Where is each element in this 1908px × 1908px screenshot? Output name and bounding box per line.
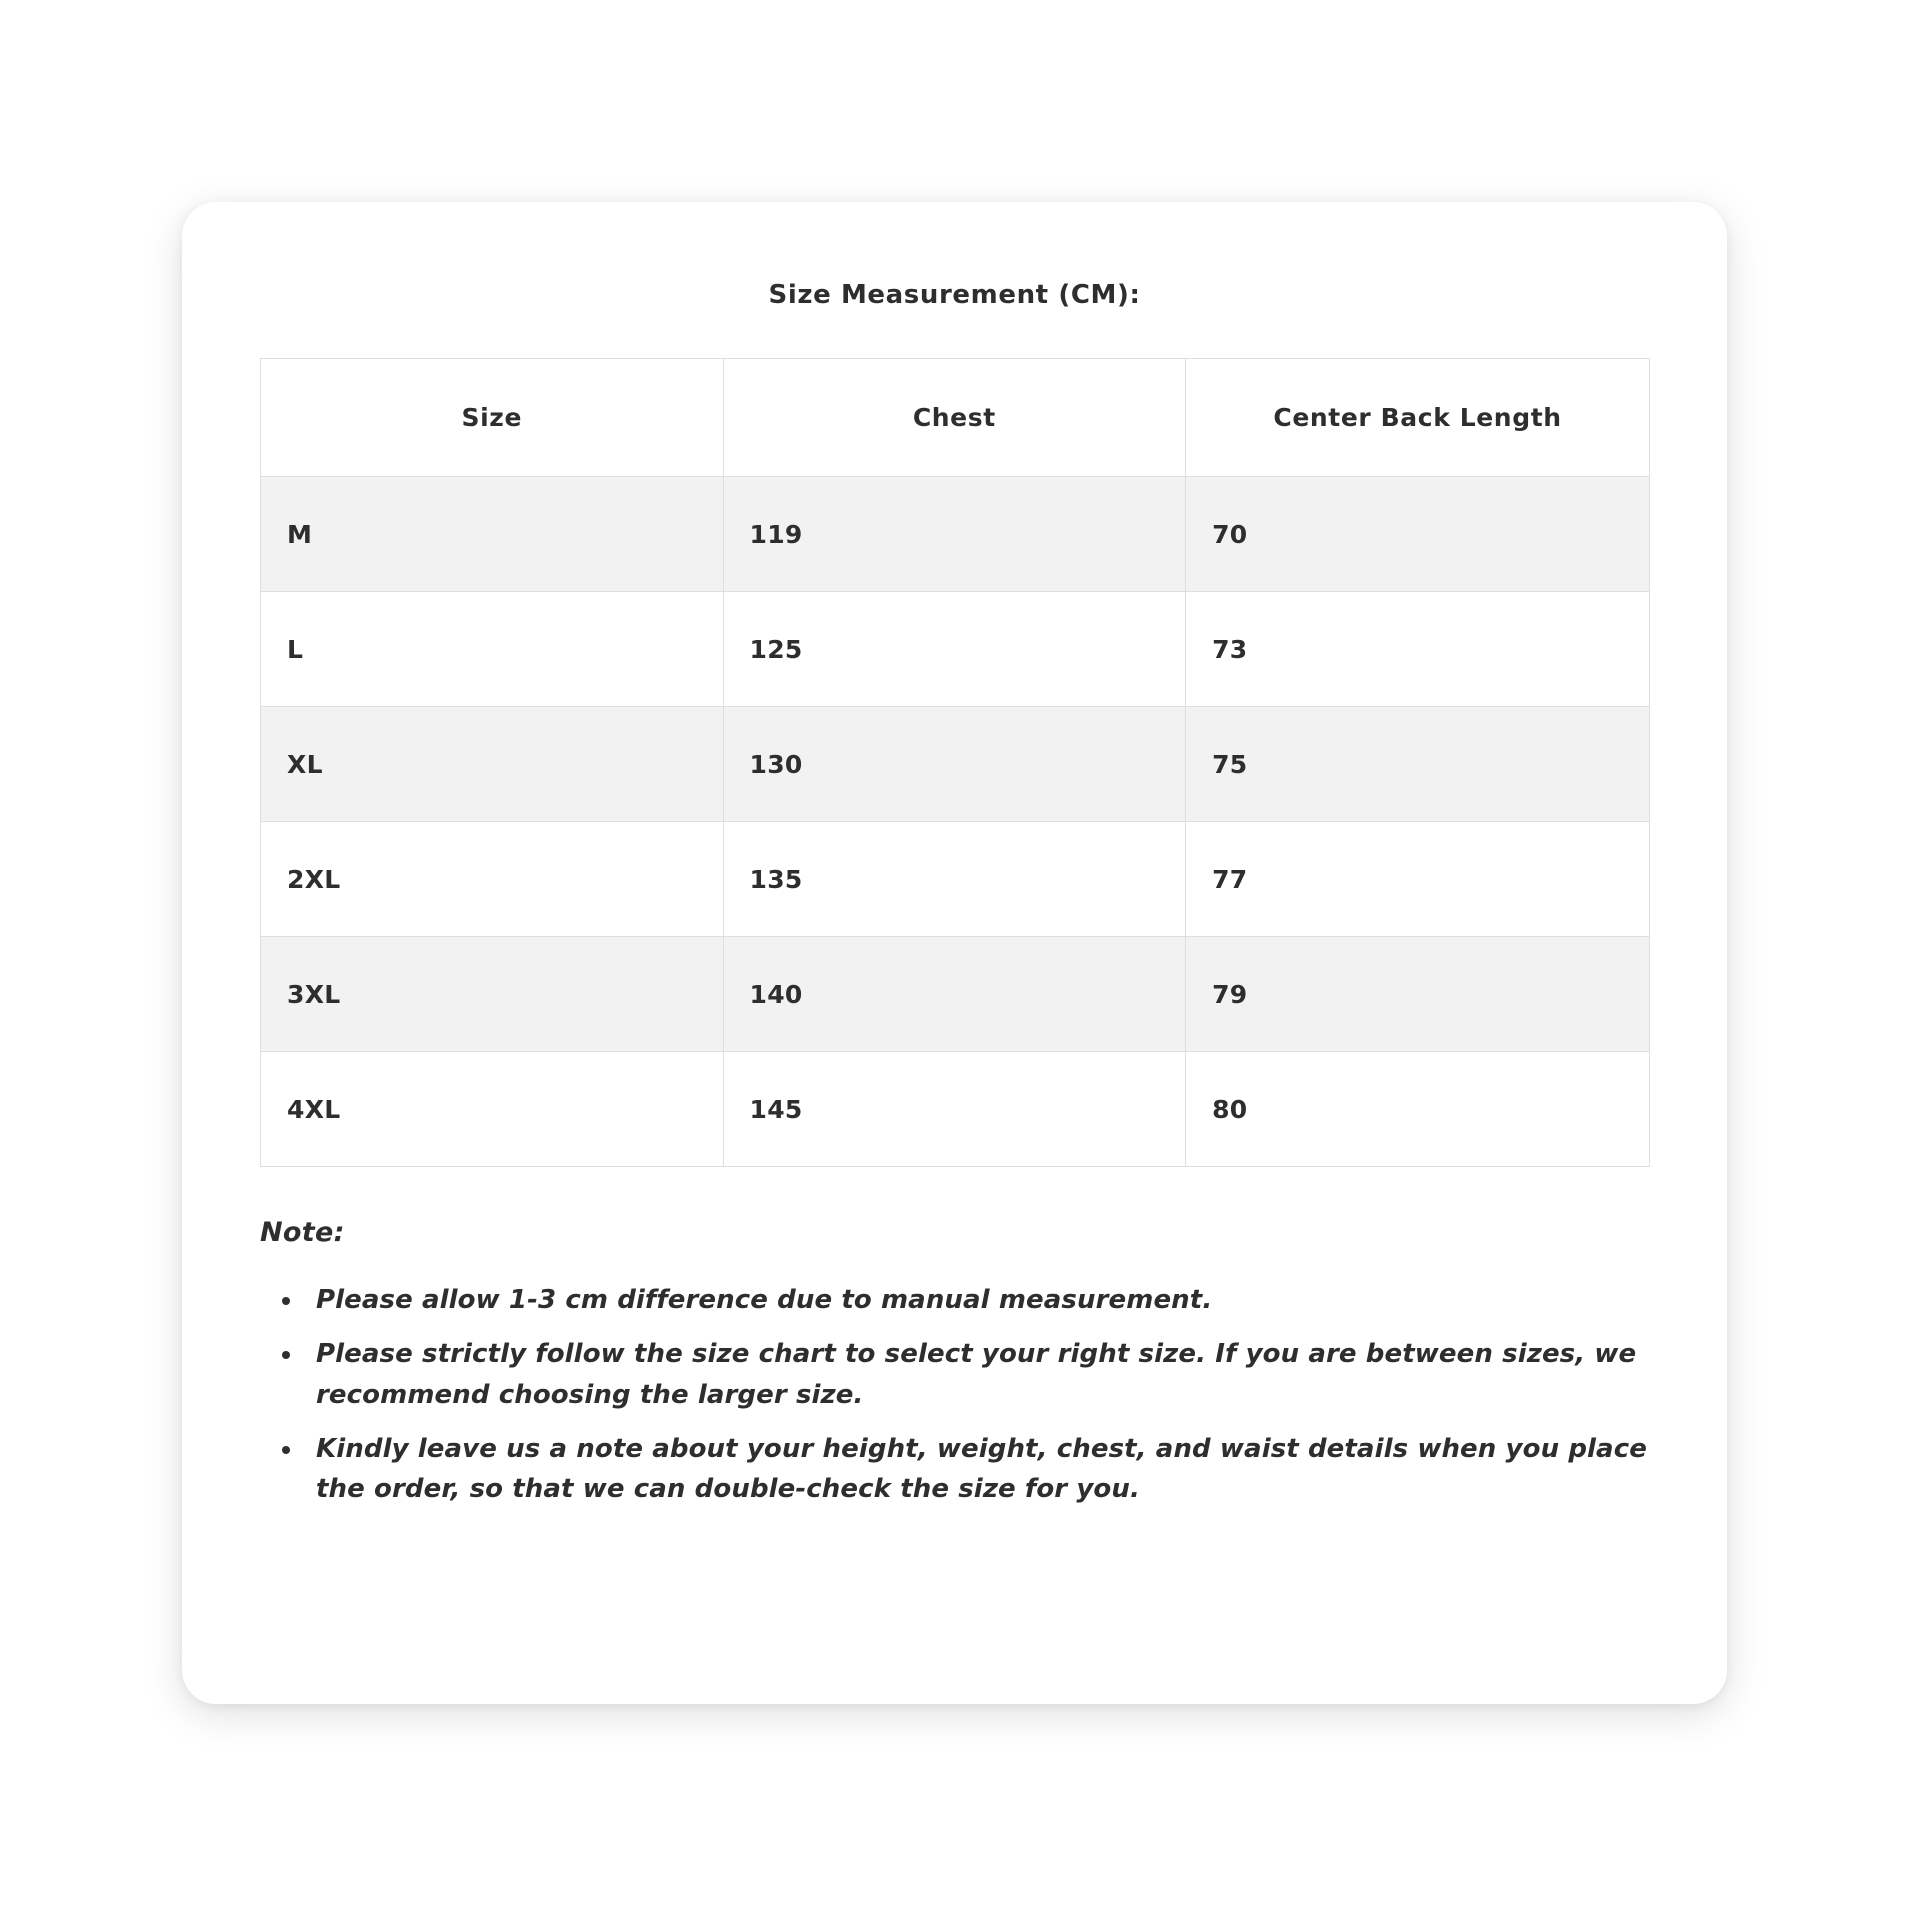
cell-size: M (261, 477, 724, 592)
cell-center-back-length: 79 (1186, 937, 1650, 1052)
cell-center-back-length: 73 (1186, 592, 1650, 707)
list-item: • Kindly leave us a note about your height, weight, chest, and waist details when you place the order, so that we can double-check the size for you. (304, 1429, 1649, 1510)
cell-chest: 135 (723, 822, 1186, 937)
list-item: • Please strictly follow the size chart to select your right size. If you are between sizes, we recommend choosing the larger size. (304, 1334, 1649, 1415)
cell-center-back-length: 75 (1186, 707, 1650, 822)
table-row (261, 1052, 1650, 1167)
cell-center-back-length: 70 (1186, 477, 1650, 592)
table-row (261, 477, 1650, 592)
table-row (261, 707, 1650, 822)
cell-chest: 130 (723, 707, 1186, 822)
cell-chest: 145 (723, 1052, 1186, 1167)
cell-size: XL (261, 707, 724, 822)
size-chart-card (182, 202, 1727, 1704)
column-header-center-back-length: Center Back Length (1186, 359, 1650, 477)
table-header (261, 359, 1650, 477)
page-title: Size Measurement (CM): (768, 280, 1141, 310)
table-header-row (261, 359, 1650, 477)
cell-center-back-length: 77 (1186, 822, 1650, 937)
cell-center-back-length: 80 (1186, 1052, 1650, 1167)
note-list (260, 1280, 1649, 1509)
cell-size: L (261, 592, 724, 707)
table-body (261, 477, 1650, 1167)
column-header-size: Size (261, 359, 724, 477)
column-header-chest: Chest (723, 359, 1186, 477)
list-item: • Please allow 1-3 cm difference due to manual measurement. (304, 1280, 1649, 1320)
cell-chest: 125 (723, 592, 1186, 707)
cell-chest: 140 (723, 937, 1186, 1052)
cell-size: 4XL (261, 1052, 724, 1167)
card-content (260, 264, 1649, 1664)
cell-size: 3XL (261, 937, 724, 1052)
table-row (261, 822, 1650, 937)
note-heading: Note: (260, 1217, 345, 1248)
table-row (261, 937, 1650, 1052)
cell-chest: 119 (723, 477, 1186, 592)
table-row (261, 592, 1650, 707)
size-measurement-table (260, 358, 1650, 1167)
cell-size: 2XL (261, 822, 724, 937)
